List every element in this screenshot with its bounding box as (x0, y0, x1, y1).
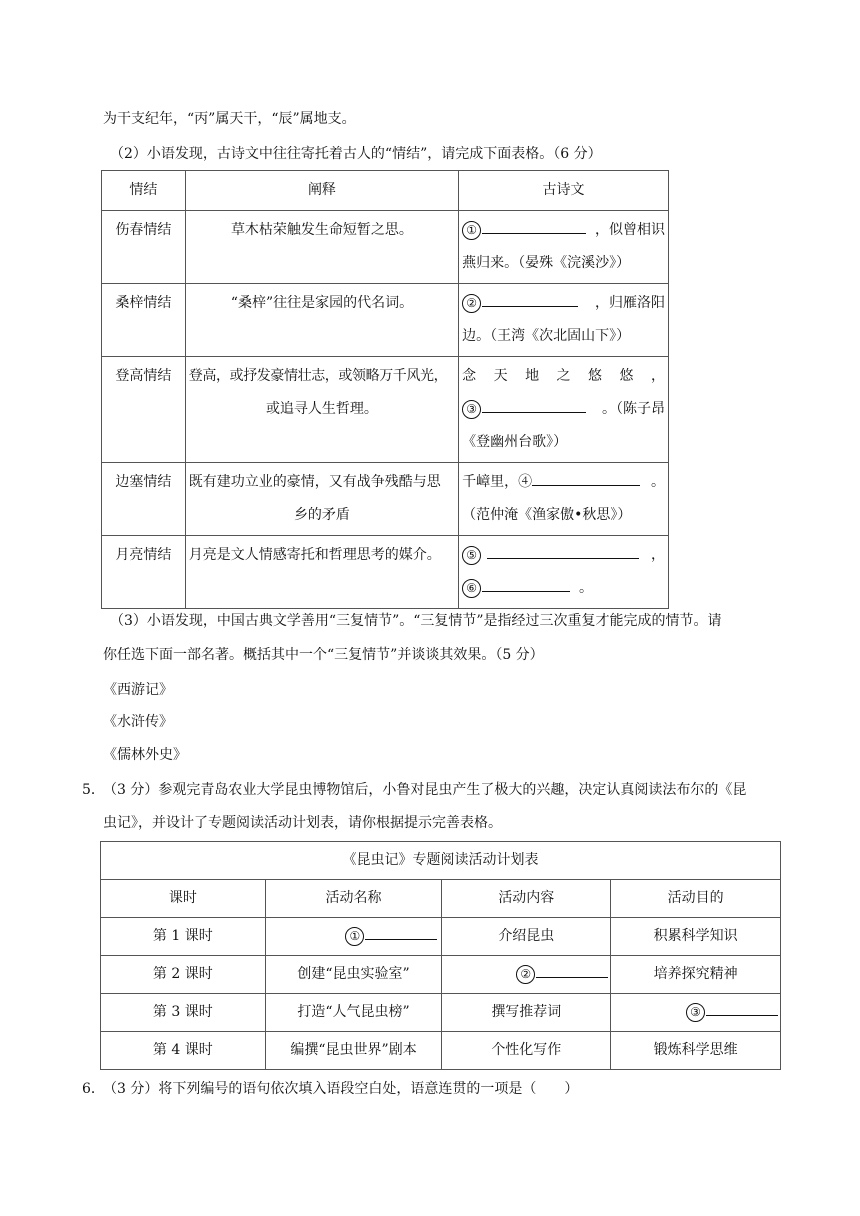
poem-line (462, 360, 665, 393)
table-header: 古诗文 (459, 171, 669, 211)
lesson-cell: 第 3 课时 (101, 994, 266, 1032)
table-row (102, 211, 669, 284)
emotion-desc: 月亮是文人情感寄托和哲理思考的媒介。 (185, 536, 458, 609)
table-row (102, 357, 669, 463)
answer-blank[interactable] (482, 217, 586, 234)
table-header: 情结 (102, 171, 186, 211)
poem-text: ，归雁洛阳 (595, 295, 665, 311)
lesson-cell: 第 1 课时 (101, 918, 266, 956)
table-row (102, 463, 669, 536)
blank-number: ① (462, 221, 481, 240)
answer-blank[interactable] (482, 396, 586, 413)
emotion-desc: 草木枯荣触发生命短暂之思。 (185, 211, 458, 284)
blank-number: ① (345, 927, 364, 946)
purpose-cell: 积累科学知识 (611, 918, 781, 956)
emotion-name: 边塞情结 (102, 463, 186, 536)
table-row (101, 994, 781, 1032)
table-header: 活动名称 (265, 880, 442, 918)
poem-char: 之 (556, 368, 571, 384)
emotion-desc: “桑梓”往往是家园的代名词。 (185, 284, 458, 357)
blank-number: ③ (462, 400, 481, 419)
purpose-cell: 锻炼科学思维 (611, 1032, 781, 1070)
question-6-line: （3 分）将下列编号的语句依次填入语段空白处，语意连贯的一项是（ ） (103, 1081, 579, 1097)
poem-char: 天 (493, 368, 508, 384)
table-row (101, 956, 781, 994)
blank-number: ⑥ (462, 579, 481, 598)
content-cell: 介绍昆虫 (442, 918, 611, 956)
emotion-desc: 既有建功立业的豪情，又有战争残酷与思 (188, 474, 441, 490)
poem-char: ， (651, 368, 665, 384)
question-5-line2: 虫记》，并设计了专题阅读活动计划表，请你根据提示完善表格。 (103, 815, 502, 831)
table-row (102, 536, 669, 609)
poem-text: 燕归来。（晏殊《浣溪沙》） (462, 255, 631, 271)
question-3-line2: 你任选下面一部名著。概括其中一个“三复情节”并谈谈其效果。（5 分） (103, 647, 544, 663)
activity-cell: 打造“人气昆虫榜” (265, 994, 442, 1032)
purpose-cell: 培养探究精神 (611, 956, 781, 994)
table-header: 活动内容 (442, 880, 611, 918)
question-number: 5． (82, 782, 105, 798)
emotion-name: 桑梓情结 (102, 284, 186, 357)
blank-number: ② (462, 294, 481, 313)
poem-char: 地 (525, 368, 540, 384)
answer-blank[interactable] (536, 961, 608, 978)
intro-line: 为干支纪年，“丙”属天干，“辰”属地支。 (103, 111, 356, 127)
poem-char: 悠 (619, 368, 634, 384)
poem-text: 千嶂里，④ (462, 474, 533, 490)
table-header: 阐释 (185, 171, 458, 211)
emotion-desc: 登高，或抒发豪情壮志，或领略万千风光， (188, 368, 448, 384)
activity-cell: 编撰“昆虫世界”剧本 (265, 1032, 442, 1070)
emotion-name: 登高情结 (102, 357, 186, 463)
table-row (101, 1032, 781, 1070)
answer-blank[interactable] (482, 575, 570, 592)
activity-cell: 创建“昆虫实验室” (265, 956, 442, 994)
content-cell: 撰写推荐词 (442, 994, 611, 1032)
emotion-name: 伤春情结 (102, 211, 186, 284)
blank-number: ② (516, 965, 535, 984)
poem-text: 。 (651, 474, 665, 490)
emotion-desc: 乡的矛盾 (293, 507, 350, 523)
poem-char: 悠 (588, 368, 603, 384)
poem-text: 边。（王湾《次北固山下》） (462, 328, 631, 344)
answer-blank[interactable] (706, 999, 778, 1016)
poem-text: 。 (579, 580, 593, 596)
table-title: 《昆虫记》专题阅读活动计划表 (101, 842, 781, 880)
lesson-cell: 第 4 课时 (101, 1032, 266, 1070)
answer-blank[interactable] (482, 290, 578, 307)
table-header: 活动目的 (611, 880, 781, 918)
content-cell: 个性化写作 (442, 1032, 611, 1070)
blank-number: ⑤ (462, 546, 481, 565)
emotion-table (101, 170, 669, 609)
book-option: 《西游记》 (103, 682, 173, 698)
question-number: 6． (82, 1081, 105, 1097)
table-row (101, 918, 781, 956)
book-option: 《水浒传》 (103, 714, 173, 730)
poem-text: 。（陈子昂 (602, 401, 665, 417)
table-header: 课时 (101, 880, 266, 918)
table-row (102, 284, 669, 357)
book-option: 《儒林外史》 (103, 747, 187, 763)
poem-text: ，似曾相识 (595, 222, 665, 238)
blank-number: ③ (686, 1003, 705, 1022)
poem-text: 《登幽州台歌》） (462, 434, 568, 450)
poem-text: （范仲淹《渔家傲•秋思》） (462, 507, 632, 523)
answer-blank[interactable] (487, 542, 639, 559)
answer-blank[interactable] (365, 923, 437, 940)
lesson-cell: 第 2 课时 (101, 956, 266, 994)
poem-char: 念 (462, 368, 477, 384)
poem-text: ， (651, 547, 665, 563)
emotion-desc: 或追寻人生哲理。 (265, 401, 378, 417)
question-5-line1: （3 分）参观完青岛农业大学昆虫博物馆后，小鲁对昆虫产生了极大的兴趣，决定认真阅读法布尔的《昆 (103, 782, 747, 798)
question-2-prompt: （2）小语发现，古诗文中往往寄托着古人的“情结”，请完成下面表格。（6 分） (110, 146, 602, 162)
question-3-line1: （3）小语发现，中国古典文学善用“三复情节”。“三复情节”是指经过三次重复才能完成的情节。请 (110, 613, 722, 629)
answer-blank[interactable] (532, 469, 640, 486)
emotion-name: 月亮情结 (102, 536, 186, 609)
activity-plan-table (100, 841, 781, 1070)
